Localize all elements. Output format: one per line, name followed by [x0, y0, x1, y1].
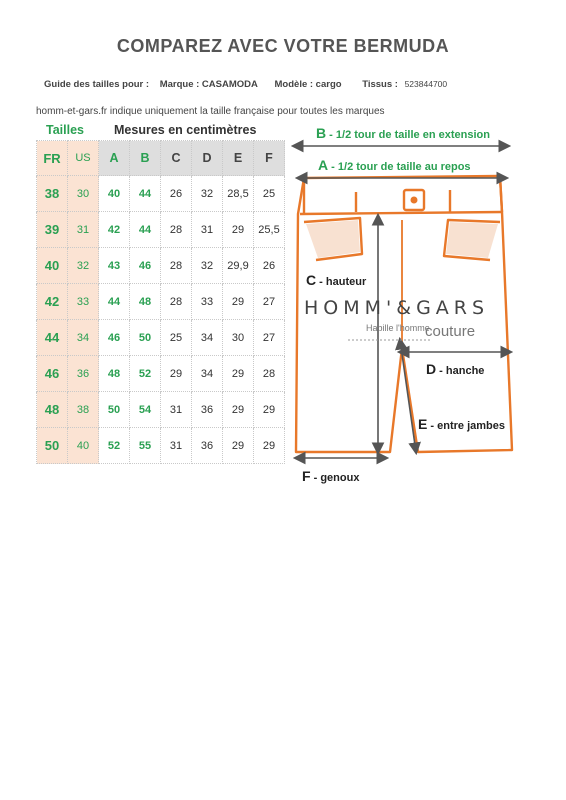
table-row — [37, 356, 285, 392]
cell-a: 44 — [99, 284, 130, 320]
guide-label: Guide des tailles pour : — [44, 79, 150, 90]
col-header-b: B — [130, 141, 161, 176]
cell-b: 44 — [130, 212, 161, 248]
table-row — [37, 212, 285, 248]
cell-c: 28 — [161, 284, 192, 320]
cell-a: 48 — [99, 356, 130, 392]
col-header-a: A — [99, 141, 130, 176]
table-row — [37, 248, 285, 284]
size-guide-line — [44, 79, 451, 90]
label-f: F - genoux — [302, 468, 360, 484]
cell-d: 34 — [192, 320, 223, 356]
table-row — [37, 428, 285, 464]
cell-d: 33 — [192, 284, 223, 320]
guide-fabric-value: 523844700 — [404, 79, 448, 89]
label-b: B - 1/2 tour de taille en extension — [316, 125, 490, 141]
cell-a: 50 — [99, 392, 130, 428]
brand-tagline: Habille l'homme — [366, 323, 430, 333]
cell-a: 46 — [99, 320, 130, 356]
cell-e: 29 — [223, 284, 254, 320]
size-table-header — [37, 141, 285, 176]
cell-fr: 42 — [37, 284, 68, 320]
cell-b: 46 — [130, 248, 161, 284]
cell-us: 32 — [68, 248, 99, 284]
cell-us: 31 — [68, 212, 99, 248]
cell-d: 36 — [192, 392, 223, 428]
size-table — [36, 140, 285, 464]
cell-fr: 38 — [37, 176, 68, 212]
cell-b: 48 — [130, 284, 161, 320]
page-title: COMPAREZ AVEC VOTRE BERMUDA — [116, 36, 450, 56]
col-header-d: D — [192, 141, 223, 176]
label-d: D - hanche — [426, 361, 485, 377]
cell-fr: 46 — [37, 356, 68, 392]
cell-us: 40 — [68, 428, 99, 464]
guide-fabric-label: Tissus : — [362, 79, 398, 90]
cell-c: 28 — [161, 248, 192, 284]
cell-d: 34 — [192, 356, 223, 392]
label-c: C - hauteur — [306, 272, 367, 288]
table-row — [37, 284, 285, 320]
cell-us: 34 — [68, 320, 99, 356]
table-row — [37, 320, 285, 356]
sizes-heading: Tailles — [46, 123, 84, 137]
cell-f: 27 — [254, 320, 285, 356]
cell-b: 44 — [130, 176, 161, 212]
col-header-e: E — [223, 141, 254, 176]
cell-b: 54 — [130, 392, 161, 428]
cell-us: 36 — [68, 356, 99, 392]
cell-d: 32 — [192, 248, 223, 284]
cell-e: 29 — [223, 428, 254, 464]
cell-fr: 50 — [37, 428, 68, 464]
cell-a: 40 — [99, 176, 130, 212]
cell-f: 25 — [254, 176, 285, 212]
guide-brand: Marque : CASAMODA — [159, 79, 258, 90]
cell-c: 25 — [161, 320, 192, 356]
col-header-f: F — [254, 141, 285, 176]
cell-f: 25,5 — [254, 212, 285, 248]
guide-model: Modèle : cargo — [274, 79, 342, 90]
col-header-c: C — [161, 141, 192, 176]
cell-b: 50 — [130, 320, 161, 356]
table-row — [37, 176, 285, 212]
cell-fr: 40 — [37, 248, 68, 284]
cell-us: 33 — [68, 284, 99, 320]
table-row — [37, 392, 285, 428]
cell-e: 29 — [223, 392, 254, 428]
cell-f: 29 — [254, 428, 285, 464]
cell-c: 29 — [161, 356, 192, 392]
col-header-us: US — [68, 141, 99, 176]
cell-f: 29 — [254, 392, 285, 428]
cell-e: 30 — [223, 320, 254, 356]
cell-a: 52 — [99, 428, 130, 464]
cell-fr: 44 — [37, 320, 68, 356]
cell-fr: 48 — [37, 392, 68, 428]
cell-d: 36 — [192, 428, 223, 464]
col-header-fr: FR — [37, 141, 68, 176]
cell-c: 28 — [161, 212, 192, 248]
label-a: A - 1/2 tour de taille au repos — [318, 157, 471, 173]
cell-b: 55 — [130, 428, 161, 464]
cell-c: 26 — [161, 176, 192, 212]
cell-a: 43 — [99, 248, 130, 284]
cell-c: 31 — [161, 392, 192, 428]
cell-f: 28 — [254, 356, 285, 392]
measures-heading: Mesures en centimètres — [114, 123, 257, 137]
cell-b: 52 — [130, 356, 161, 392]
cell-e: 28,5 — [223, 176, 254, 212]
cell-d: 31 — [192, 212, 223, 248]
size-note: homm-et-gars.fr indique uniquement la taille française pour toutes les marques — [36, 106, 385, 117]
cell-e: 29 — [223, 356, 254, 392]
brand-couture: couture — [425, 323, 476, 340]
cell-e: 29,9 — [223, 248, 254, 284]
label-e: E - entre jambes — [418, 416, 505, 432]
cell-us: 30 — [68, 176, 99, 212]
brand-logo: HOMM'&GARS — [304, 297, 490, 319]
cell-fr: 39 — [37, 212, 68, 248]
cell-c: 31 — [161, 428, 192, 464]
cell-a: 42 — [99, 212, 130, 248]
cell-f: 26 — [254, 248, 285, 284]
cell-d: 32 — [192, 176, 223, 212]
cell-us: 38 — [68, 392, 99, 428]
cell-f: 27 — [254, 284, 285, 320]
cell-e: 29 — [223, 212, 254, 248]
